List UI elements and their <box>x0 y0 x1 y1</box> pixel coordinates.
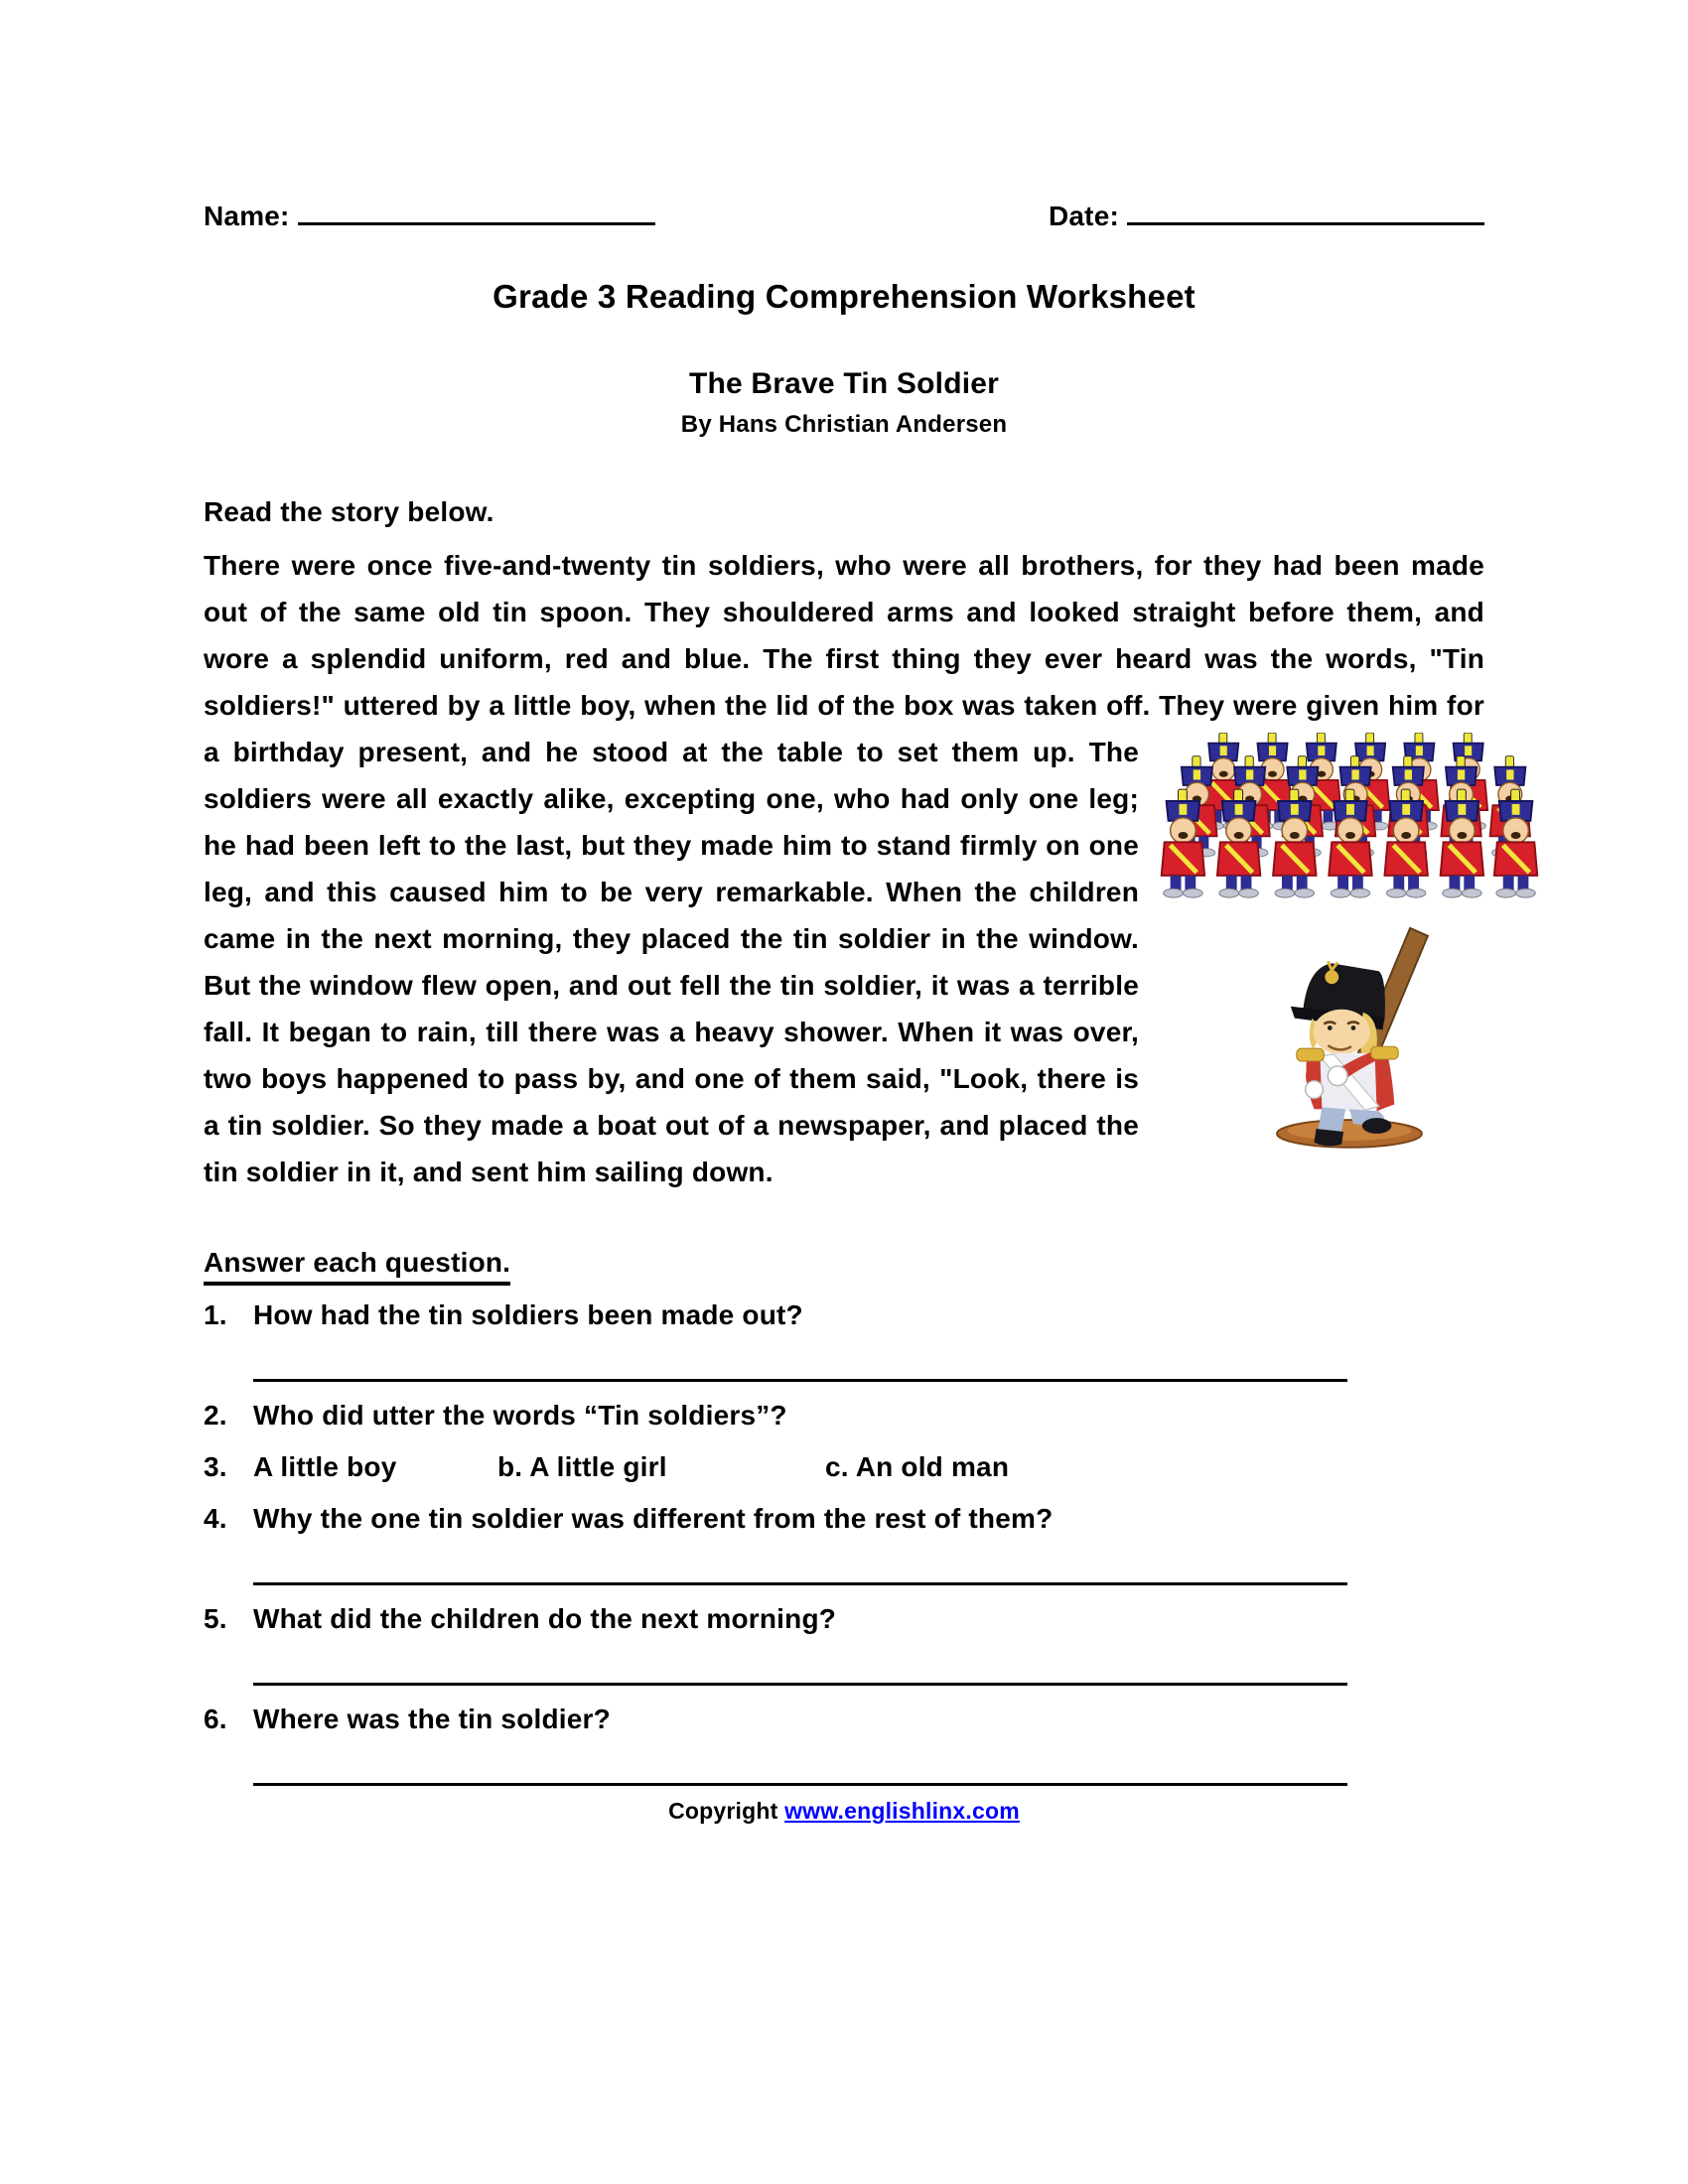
instructions-text: Read the story below. <box>204 496 494 527</box>
header <box>204 199 1484 232</box>
question-number: 2. <box>204 1400 227 1431</box>
tin-soldier-image <box>1260 922 1439 1150</box>
answer-blank-line-1 <box>253 1337 1347 1382</box>
tin-soldiers-group-image <box>1155 733 1544 916</box>
question-options <box>253 1445 1484 1489</box>
answer-blank-line-6 <box>253 1741 1347 1786</box>
name-blank-line <box>298 199 655 225</box>
question-number: 3. <box>204 1451 227 1482</box>
worksheet-title: Grade 3 Reading Comprehension Worksheet <box>492 278 1196 315</box>
story-title: The Brave Tin Soldier <box>688 367 1000 400</box>
answer-blank-line-5 <box>253 1641 1347 1686</box>
question-text: Why the one tin soldier was different from the rest of them? <box>253 1503 1054 1534</box>
story-author: By Hans Christian Andersen <box>680 411 1008 438</box>
question-5 <box>204 1597 1484 1641</box>
answer-blank-line-4 <box>253 1541 1347 1585</box>
date-field <box>1049 199 1484 232</box>
question-number: 4. <box>204 1503 227 1534</box>
question-text: How had the tin soldiers been made out? <box>253 1299 803 1330</box>
answer-option-a: A little boy <box>253 1451 397 1482</box>
story-part2: present, and he stood at the table to set them up. The soldiers were all exactly alike, excepting one, who had only one leg; he had been left to the last, but they made him to stand firmly on one leg, and this caused him to be very remarkable. When the children came in the next morning, they placed the tin soldier in the window. But the window flew open, and out fell the tin soldier, it was a terrible fall. It began to rain, till there was a heavy shower. When it was over, two boys happened to pass by, and one of them said, "Look, there is a tin soldier. So they made a boat out of a newspaper, and placed the tin soldier in it, and sent him sailing down. <box>204 737 1139 1187</box>
date-label: Date: <box>1048 201 1119 231</box>
date-blank-line <box>1127 199 1484 225</box>
copyright-label: Copyright <box>668 1798 778 1824</box>
question-3 <box>204 1445 1484 1489</box>
answer-option-c: c. An old man <box>825 1451 1010 1482</box>
story-part1: There were once five-and-twenty tin soldiers, who were all brothers, for they had been made out of the same old tin spoon. They shouldered arms and looked straight before them, and wore a splendid uniform, red and blue. The first thing they ever heard was the words, "Tin soldiers!" uttered by a little boy, when the lid of the box was taken off. They were given him for a birthday <box>204 550 1484 767</box>
question-text: Where was the tin soldier? <box>253 1704 611 1734</box>
question-text: What did the children do the next morning? <box>253 1603 837 1634</box>
story-illustration <box>1155 733 1544 1150</box>
question-2 <box>204 1394 1484 1437</box>
question-6 <box>204 1698 1484 1741</box>
copyright-link[interactable]: www.englishlinx.com <box>784 1798 1020 1824</box>
footer <box>204 1798 1484 1825</box>
question-number: 6. <box>204 1704 227 1734</box>
questions-heading: Answer each question. <box>204 1247 1484 1286</box>
question-number: 1. <box>204 1299 227 1330</box>
story-paragraph <box>204 542 1484 1195</box>
question-text: Who did utter the words “Tin soldiers”? <box>253 1400 787 1431</box>
question-number: 5. <box>204 1603 227 1634</box>
question-1 <box>204 1294 1484 1337</box>
answer-option-b: b. A little girl <box>497 1451 667 1482</box>
name-field <box>204 199 655 232</box>
question-4 <box>204 1497 1484 1541</box>
name-label: Name: <box>204 201 290 231</box>
